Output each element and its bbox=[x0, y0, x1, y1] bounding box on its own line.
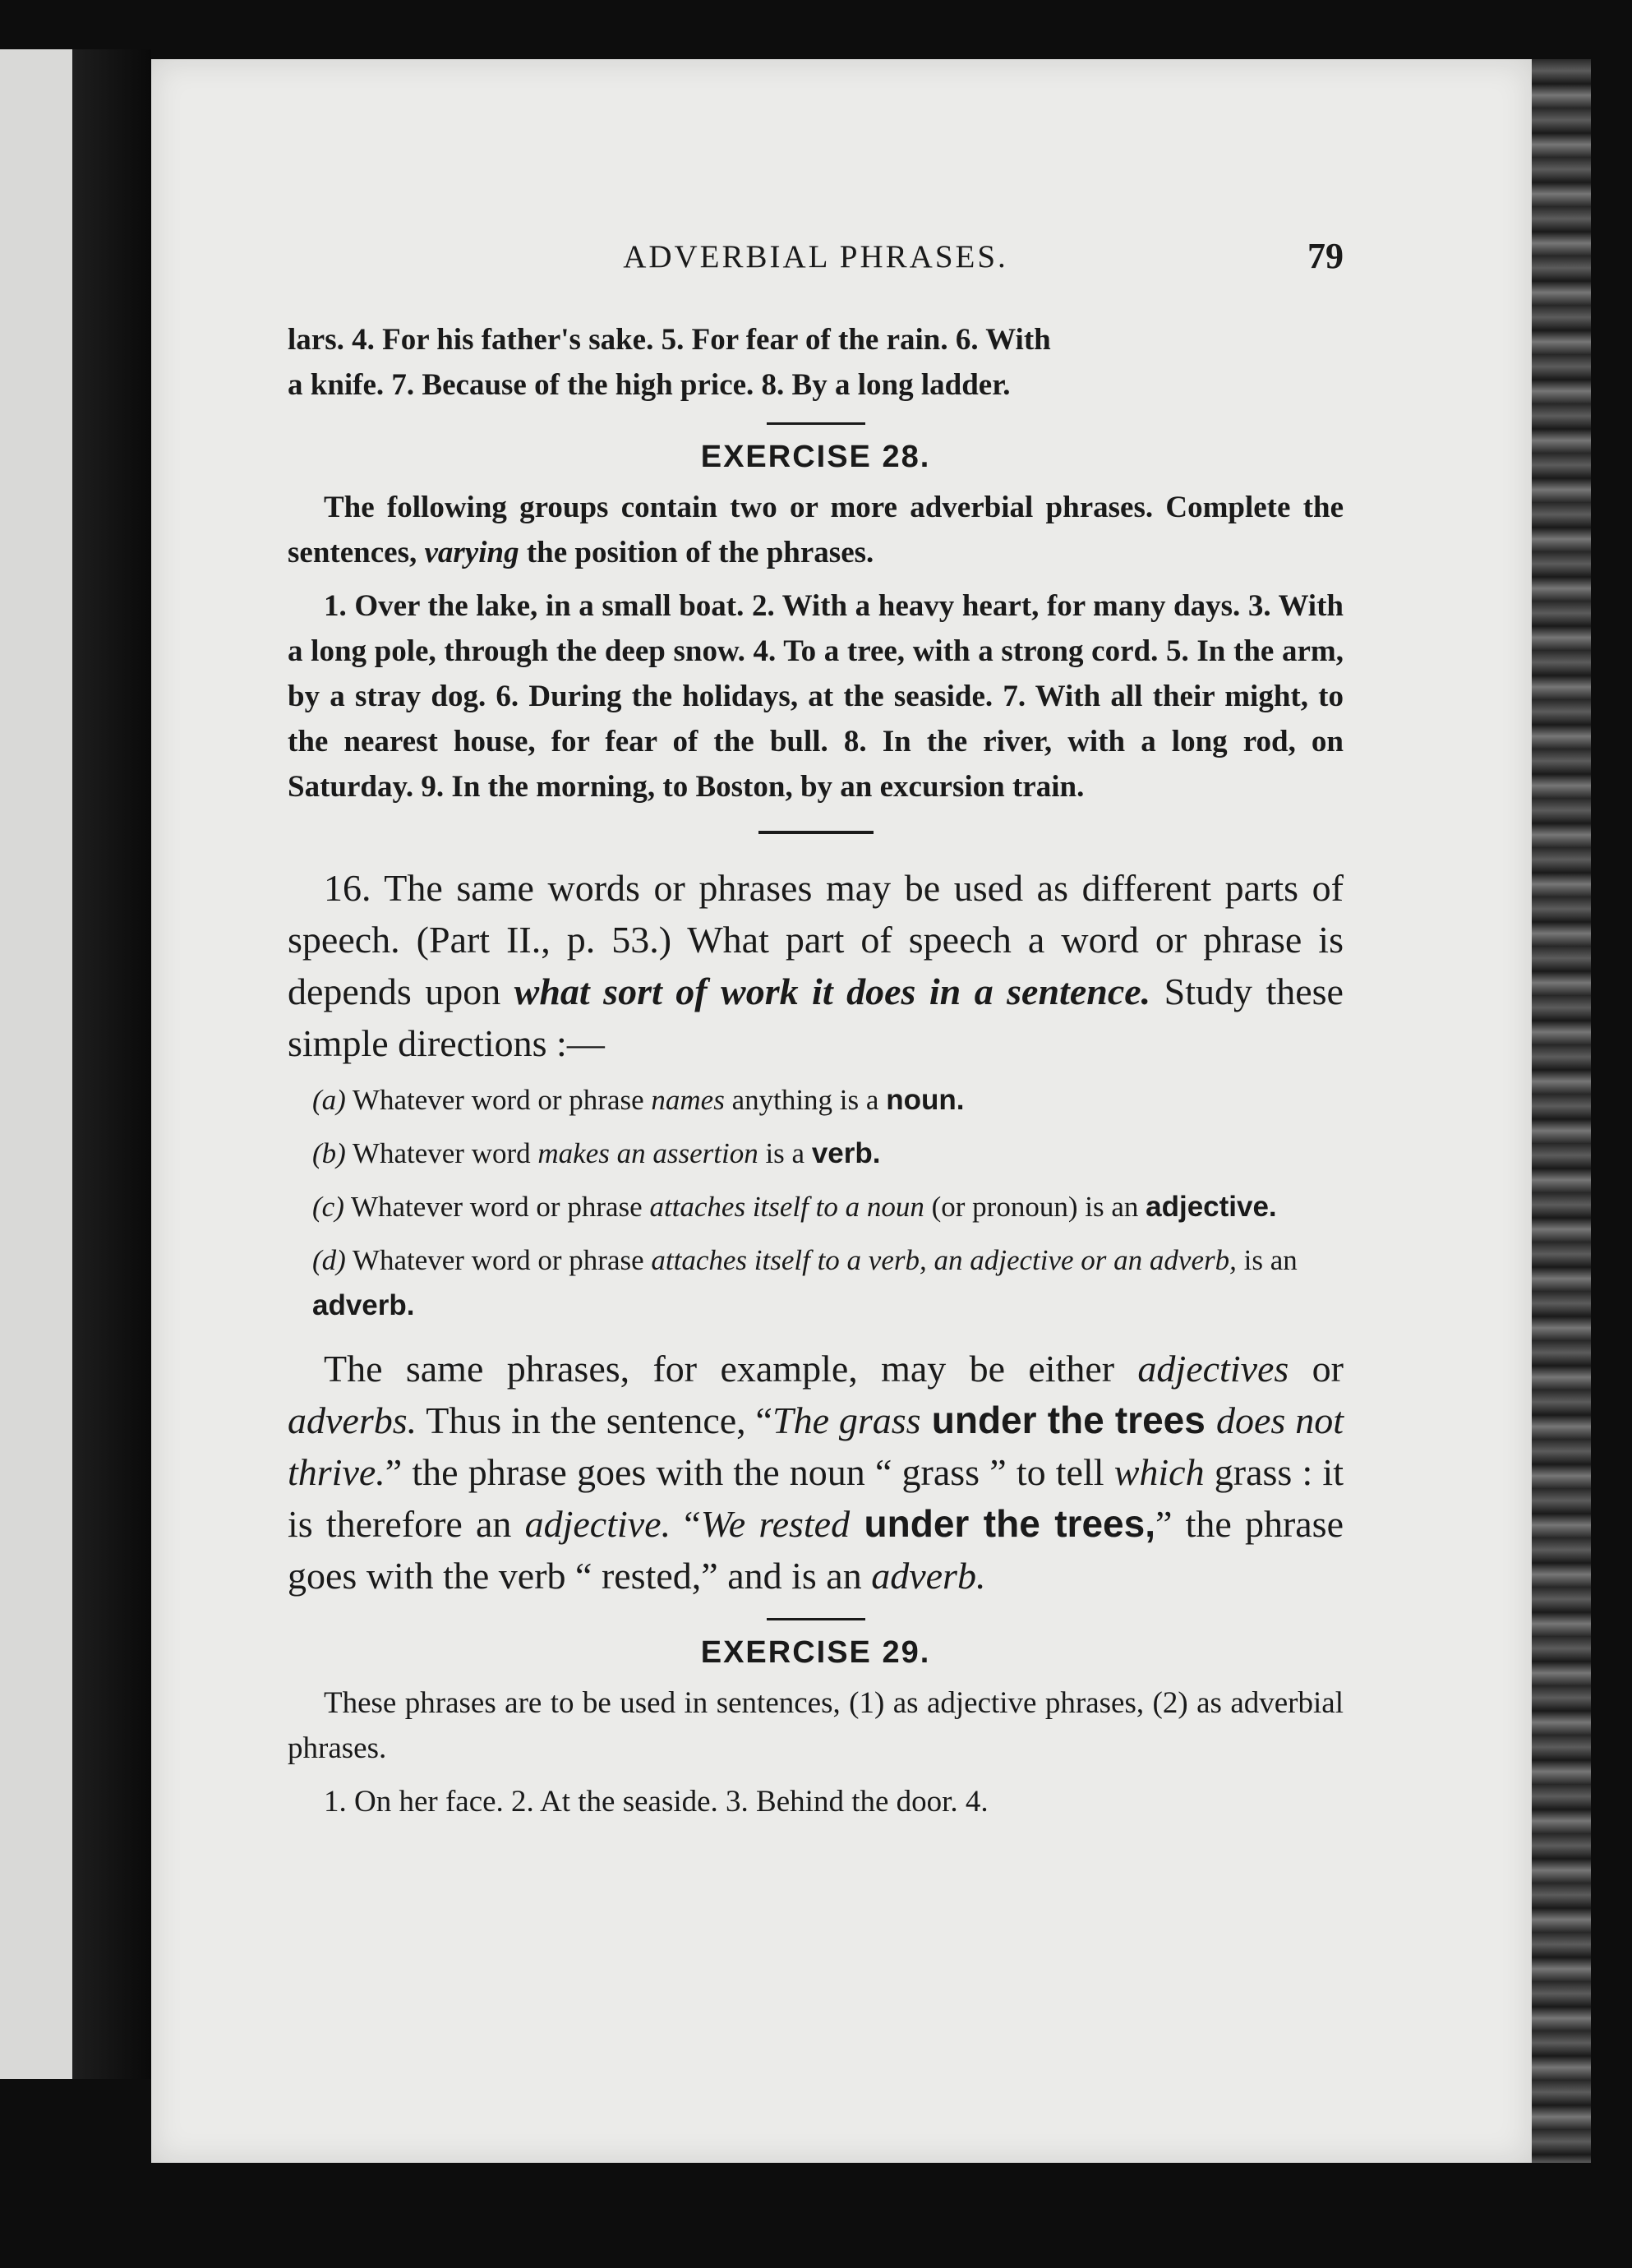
example-text-e: grass : it is therefore an bbox=[288, 1451, 1344, 1545]
direction-c-label: (c) bbox=[312, 1191, 344, 1223]
direction-d-text2: is an bbox=[1236, 1244, 1298, 1276]
exercise-28-intro-em: varying bbox=[424, 536, 519, 569]
direction-b-label: (b) bbox=[312, 1137, 346, 1169]
example-text-c: Thus in the sentence, “ bbox=[417, 1399, 772, 1441]
direction-d-label: (d) bbox=[312, 1244, 346, 1276]
direction-c-text2: (or pronoun) is an bbox=[924, 1191, 1146, 1223]
example-em-adverb: adverb. bbox=[871, 1555, 986, 1597]
section-rule-thick bbox=[758, 831, 874, 834]
gutter-shadow bbox=[72, 49, 151, 2079]
example-em-thrive: does not thrive. bbox=[288, 1399, 1344, 1493]
continued-line-1: lars. 4. For his father's sake. 5. For fear of the rain. 6. With bbox=[288, 323, 1051, 357]
example-em-which: which bbox=[1113, 1451, 1205, 1493]
example-bold-under-trees: under the trees bbox=[920, 1399, 1216, 1441]
direction-a bbox=[312, 1077, 1344, 1122]
exercise-28-heading: EXERCISE 28. bbox=[700, 440, 931, 474]
exercise-29-intro: These phrases are to be used in sentences, (1) as adjective phrases, (2) as adverbial phrases. bbox=[288, 1686, 1344, 1765]
example-bold-under-trees-2: under the trees, bbox=[850, 1502, 1155, 1545]
section-16-end: Study these simple directions :— bbox=[288, 970, 1344, 1064]
example-text-f: “ bbox=[671, 1503, 701, 1545]
example-em-grass: The grass bbox=[772, 1399, 921, 1441]
example-em-adverbs: adverbs. bbox=[288, 1399, 417, 1441]
direction-d bbox=[312, 1238, 1344, 1328]
exercise-29-items: 1. On her face. 2. At the seaside. 3. Behind the door. 4. bbox=[324, 1785, 989, 1819]
direction-b-term: verb. bbox=[811, 1137, 881, 1169]
direction-a-term: noun. bbox=[886, 1084, 965, 1116]
page-number: 79 bbox=[1307, 236, 1344, 276]
running-head-title: ADVERBIAL PHRASES. bbox=[623, 239, 1008, 274]
direction-c bbox=[312, 1184, 1344, 1229]
example-text-b: or bbox=[1289, 1348, 1344, 1390]
continued-line-2: a knife. 7. Because of the high price. 8. By a long ladder. bbox=[288, 368, 1011, 402]
section-16-text: 16. The same words or phrases may be used as different parts of speech. (Part II., p. 53.) What part of speech a word or phrase is depends upon bbox=[288, 867, 1344, 1012]
page-content bbox=[288, 238, 1344, 1824]
direction-c-text: Whatever word or phrase bbox=[343, 1191, 650, 1223]
page-edge-stack bbox=[1532, 59, 1591, 2163]
direction-d-text: Whatever word or phrase bbox=[345, 1244, 652, 1276]
direction-b bbox=[312, 1131, 1344, 1176]
direction-c-em: attaches itself to a noun bbox=[649, 1191, 924, 1223]
section-16-emphasis: what sort of work it does in a sentence. bbox=[514, 970, 1151, 1012]
direction-b-em: makes an assertion bbox=[537, 1137, 758, 1169]
direction-b-text: Whatever word bbox=[345, 1137, 538, 1169]
direction-a-text2: anything is a bbox=[724, 1084, 887, 1116]
exercise-29-heading: EXERCISE 29. bbox=[700, 1635, 931, 1670]
section-16-paragraph bbox=[288, 862, 1344, 1069]
section-rule-2 bbox=[767, 1618, 865, 1620]
section-rule bbox=[767, 422, 865, 425]
direction-b-text2: is a bbox=[758, 1137, 812, 1169]
example-text-g: ” the phrase goes with the verb “ rested,” and is an bbox=[288, 1503, 1344, 1597]
exercise-28-intro-b: the position of the phrases. bbox=[519, 536, 874, 569]
continued-paragraph bbox=[288, 317, 1344, 408]
running-head bbox=[288, 238, 1344, 288]
example-text-a: The same phrases, for example, may be either bbox=[324, 1348, 1138, 1390]
example-em-rested: We rested bbox=[700, 1503, 851, 1545]
direction-a-em: names bbox=[651, 1084, 725, 1116]
direction-d-em: attaches itself to a verb, an adjective or an adverb, bbox=[651, 1244, 1237, 1276]
exercise-28-intro-a: The following groups contain two or more adverbial phrases. Complete the sentences, bbox=[288, 491, 1344, 569]
direction-c-term: adjective. bbox=[1146, 1191, 1277, 1223]
exercise-28-items: 1. Over the lake, in a small boat. 2. With a heavy heart, for many days. 3. With a long pole, through the deep snow. 4. To a tree, with a strong cord. 5. In the arm, by a stray dog. 6. During the holidays, at the seaside. 7. With all their might, to the nearest house, for fear of the bull. 8. In the river, with a long rod, on Saturday. 9. In the morning, to Boston, by an excursion train. bbox=[288, 589, 1344, 804]
example-em-adjectives: adjectives bbox=[1137, 1348, 1289, 1390]
direction-a-label: (a) bbox=[312, 1084, 346, 1116]
example-em-adjective: adjective. bbox=[524, 1503, 671, 1545]
example-paragraph bbox=[288, 1343, 1344, 1602]
direction-d-term: adverb. bbox=[312, 1289, 415, 1321]
facing-page-edge bbox=[0, 49, 72, 2079]
example-text-d: ” the phrase goes with the noun “ grass ” to tell bbox=[385, 1451, 1114, 1493]
direction-a-text: Whatever word or phrase bbox=[345, 1084, 652, 1116]
exercise-28-intro bbox=[288, 485, 1344, 575]
